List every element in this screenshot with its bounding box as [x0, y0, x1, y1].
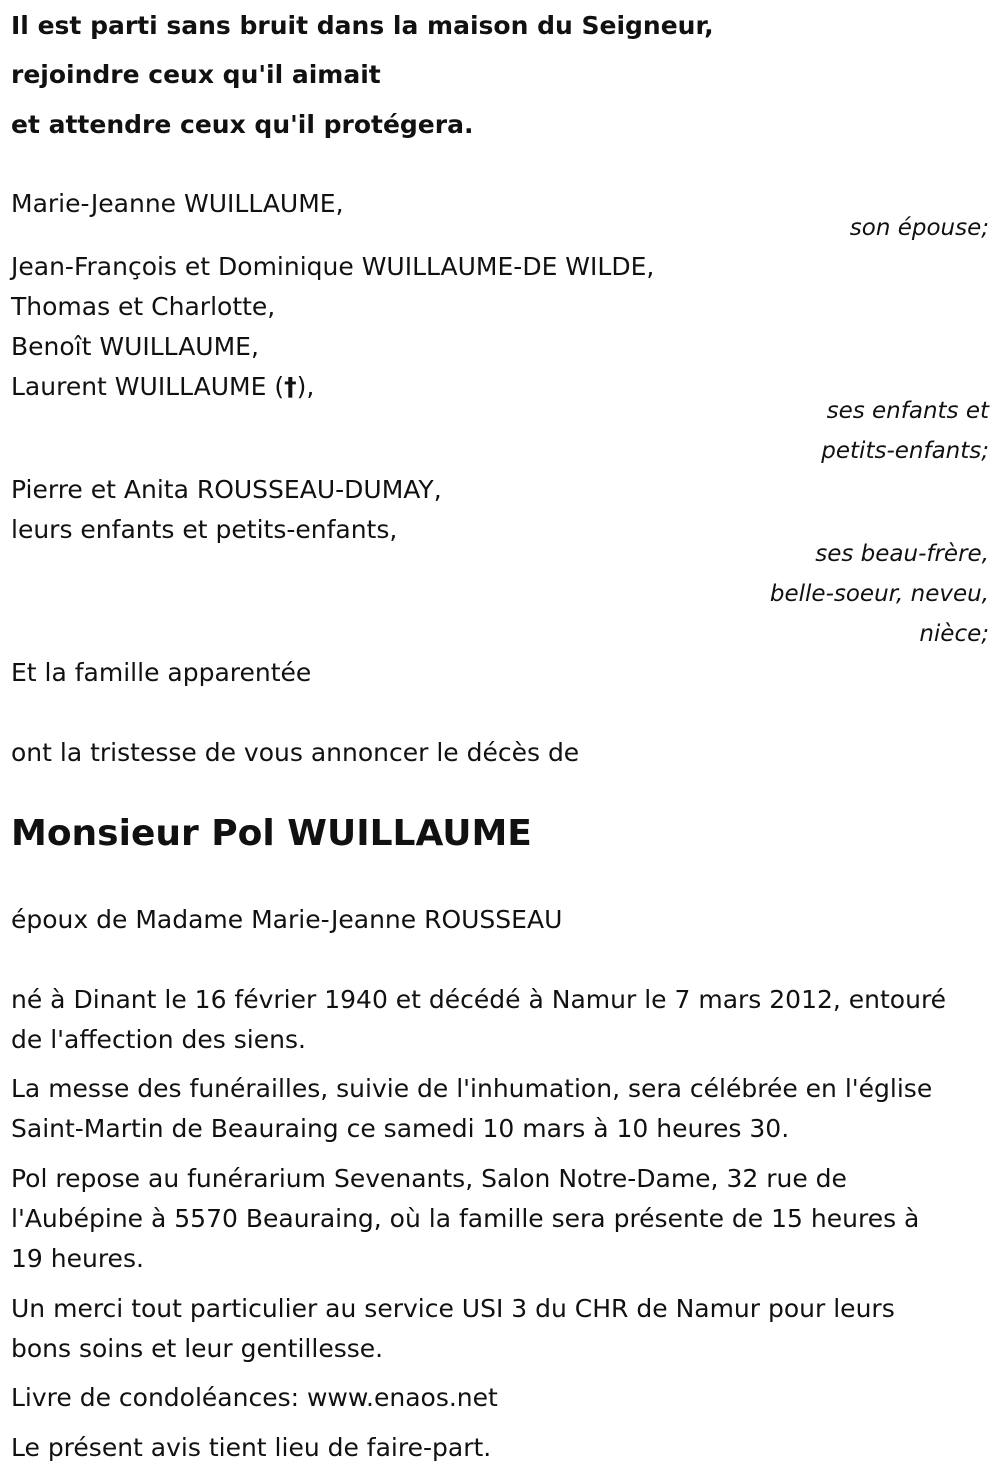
children-role-line-1: ses enfants et [826, 398, 989, 424]
children-line-1: Jean-François et Dominique WUILLAUME-DE WILDE, [11, 252, 655, 281]
inlaws-line-2: leurs enfants et petits-enfants, [11, 515, 398, 544]
rest-line-2: l'Aubépine à 5570 Beauraing, où la famille sera présente de 15 heures à [11, 1204, 920, 1233]
children-line-4-name: Laurent WUILLAUME ( [11, 372, 285, 401]
announcement: ont la tristesse de vous annoncer le décès de [11, 738, 580, 767]
intro-line-1: Il est parti sans bruit dans la maison du Seigneur, [11, 11, 714, 40]
children-role-line-2: petits-enfants; [821, 438, 989, 464]
inlaws-role-line-2: belle-soeur, neveu, [769, 581, 989, 607]
rest-line-3: 19 heures. [11, 1244, 144, 1273]
children-line-4 [11, 372, 314, 402]
inlaws-role-line-1: ses beau-frère, [815, 541, 989, 567]
intro-line-2: rejoindre ceux qu'il aimait [11, 60, 381, 89]
deceased-name: Monsieur Pol WUILLAUME [11, 813, 532, 854]
mass-line-2: Saint-Martin de Beauraing ce samedi 10 mars à 10 heures 30. [11, 1114, 790, 1143]
children-line-3: Benoît WUILLAUME, [11, 332, 259, 361]
extended-family: Et la famille apparentée [11, 658, 312, 687]
birth-death-line-2: de l'affection des siens. [11, 1025, 306, 1054]
rest-line-1: Pol repose au funérarium Sevenants, Salon Notre-Dame, 32 rue de [11, 1164, 847, 1193]
spouse-role: son épouse; [849, 215, 989, 241]
spouse-of: époux de Madame Marie-Jeanne ROUSSEAU [11, 905, 563, 934]
children-line-4-end: ), [296, 372, 315, 401]
children-line-2: Thomas et Charlotte, [11, 292, 276, 321]
mass-line-1: La messe des funérailles, suivie de l'inhumation, sera célébrée en l'église [11, 1074, 933, 1103]
intro-line-3: et attendre ceux qu'il protégera. [11, 110, 474, 139]
inlaws-line-1: Pierre et Anita ROUSSEAU-DUMAY, [11, 475, 442, 504]
birth-death-line-1: né à Dinant le 16 février 1940 et décédé à Namur le 7 mars 2012, entouré [11, 985, 947, 1014]
cross-icon: † [284, 372, 297, 401]
spouse-name: Marie-Jeanne WUILLAUME, [11, 189, 344, 218]
condolences-line: Livre de condoléances: www.enaos.net [11, 1383, 498, 1412]
thanks-line-1: Un merci tout particulier au service USI 3 du CHR de Namur pour leurs [11, 1294, 895, 1323]
inlaws-role-line-3: nièce; [919, 621, 989, 647]
thanks-line-2: bons soins et leur gentillesse. [11, 1334, 384, 1363]
notice-line: Le présent avis tient lieu de faire-part. [11, 1433, 492, 1462]
